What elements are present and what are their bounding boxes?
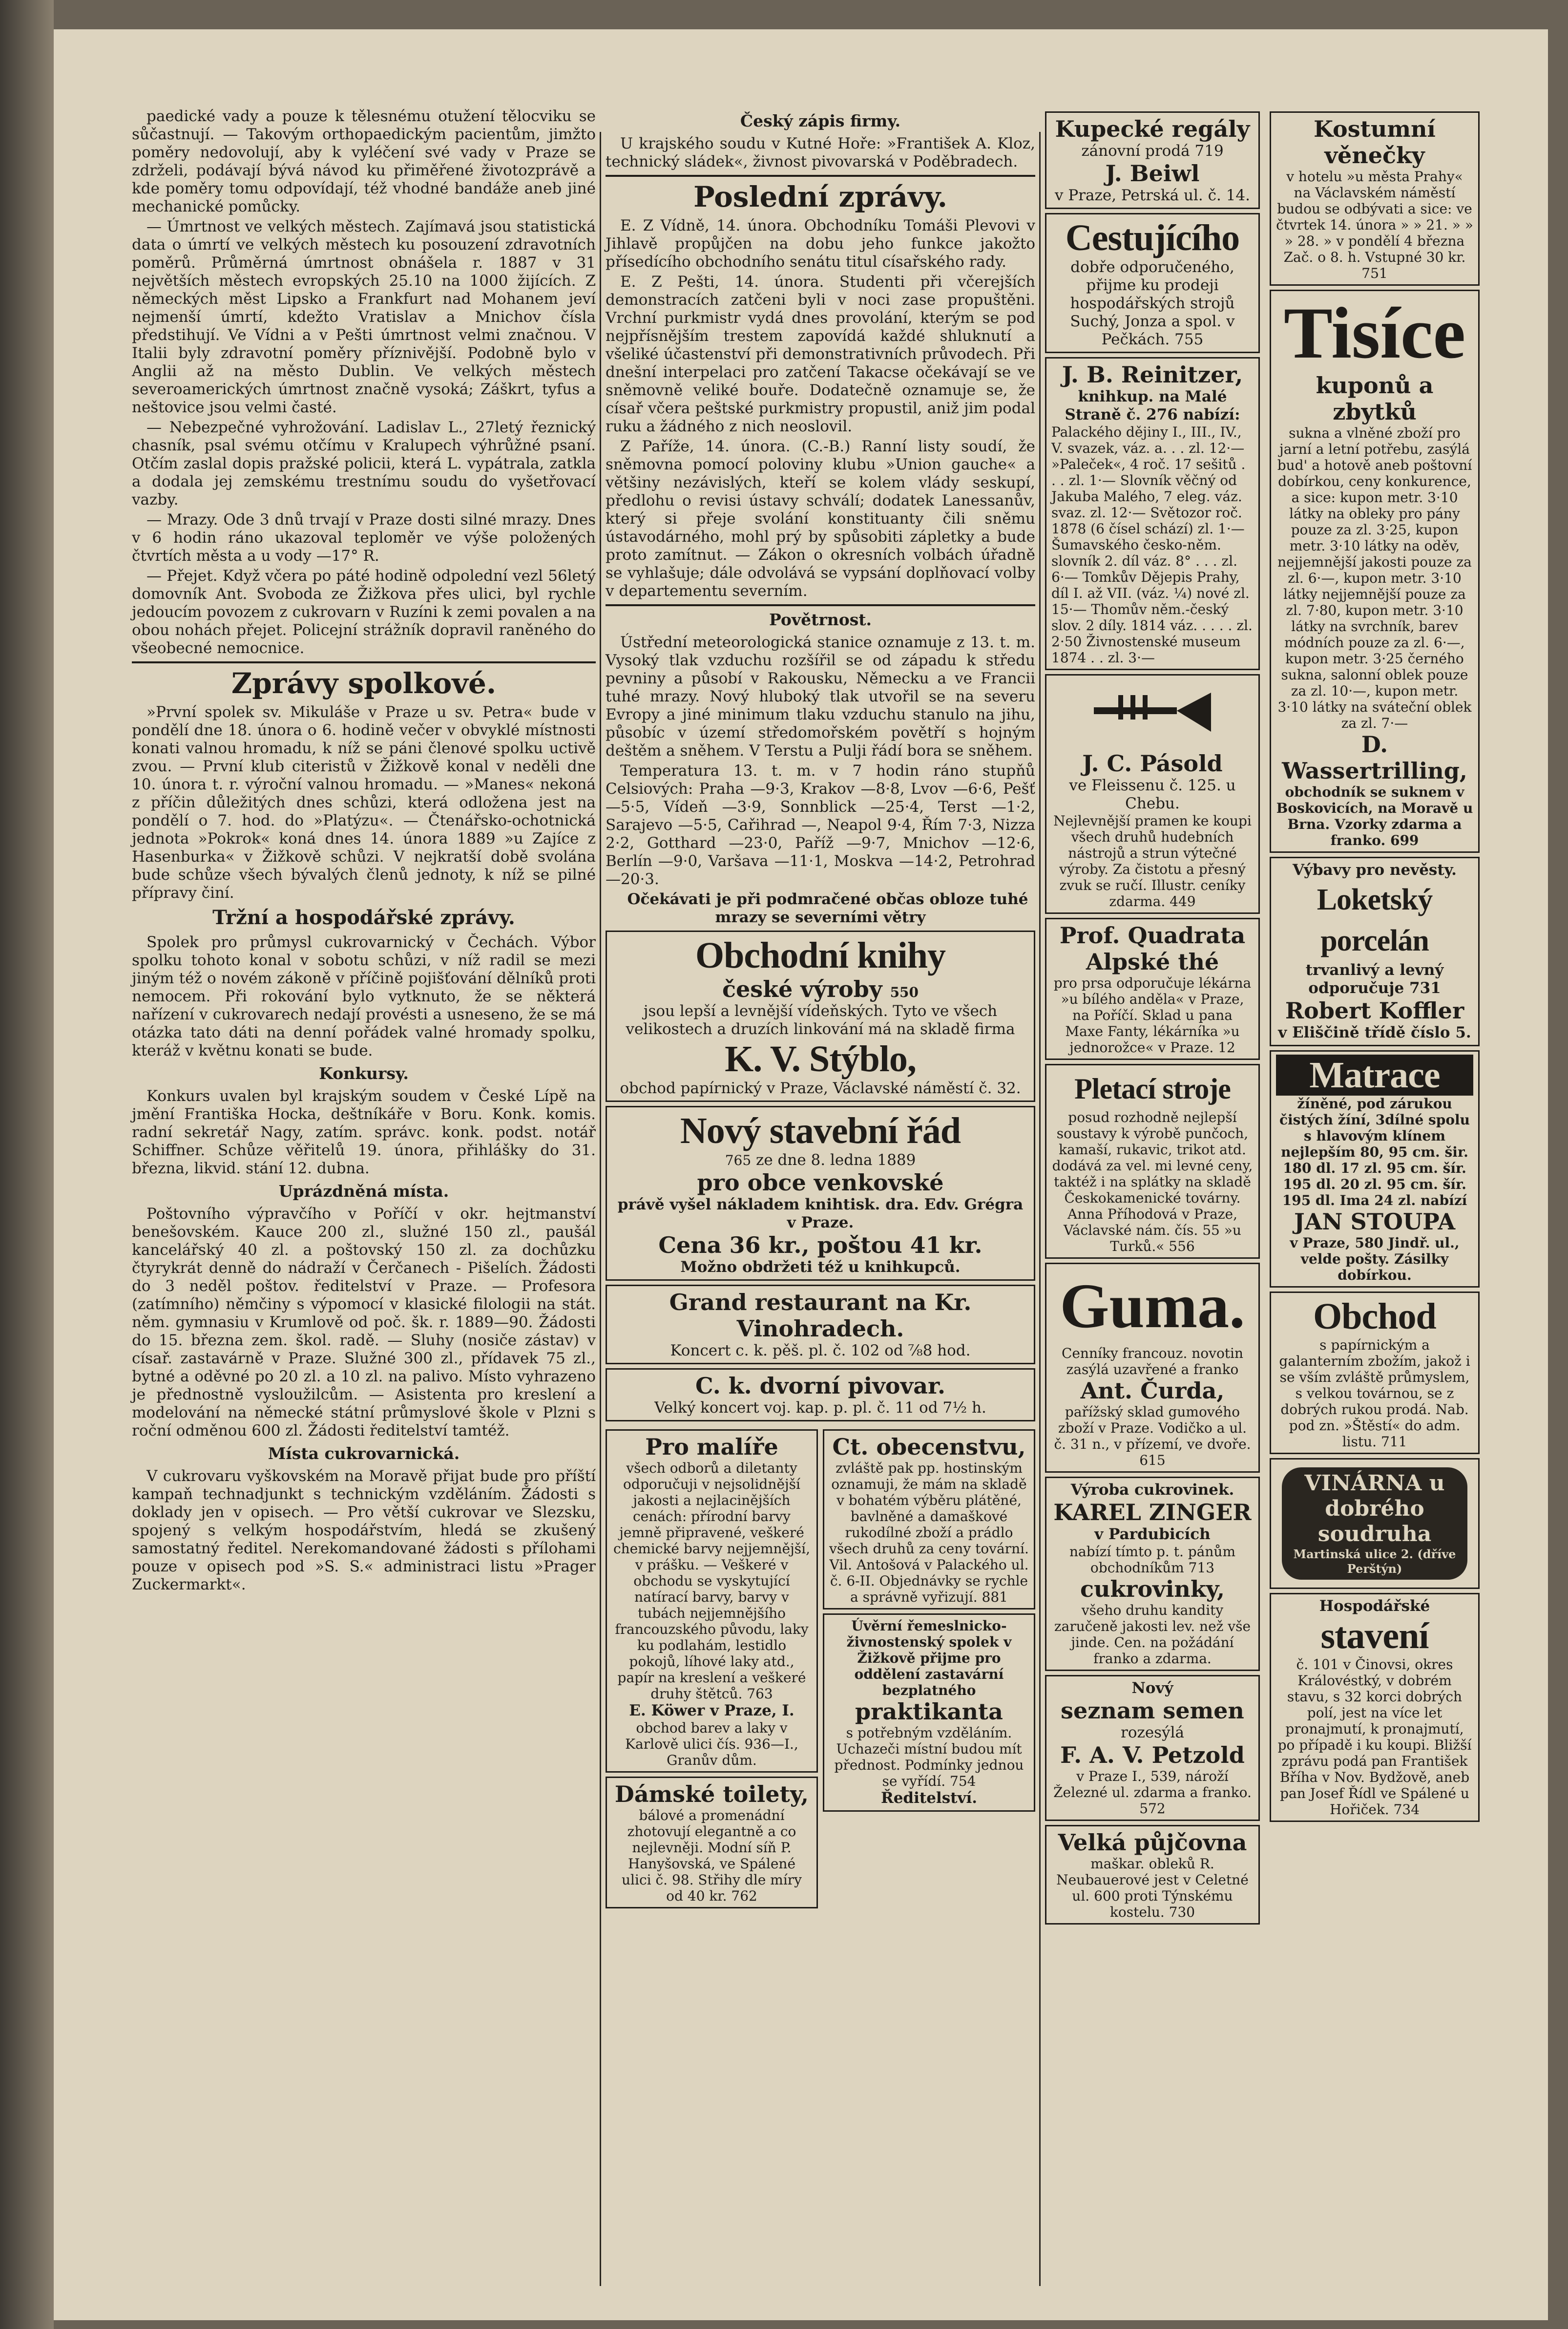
section-title-zpravy: Zprávy spolkové. [231, 667, 497, 700]
ad-title: Nový stavební řád [680, 1110, 961, 1151]
ad-stavebni-rad [606, 1106, 1035, 1281]
ad-dvorni-pivovar: C. k. dvorní pivovar. Velký koncert voj. kap. p. pl. č. 11 od 7½ h. [606, 1368, 1035, 1421]
ad-cestujiciho: Cestujícího dobře odporučeného, přijme ku prodeji hospodářských strojů Suchý, Jonza a spol. v Pečkách. 755 [1045, 213, 1260, 353]
trumpet-icon [1089, 685, 1216, 739]
section-title-cukrovarnicka: Místa cukrovarnická. [268, 1444, 460, 1463]
ad-firm: K. V. Stýblo, [725, 1038, 916, 1080]
article-nebezpecne: — Nebezpečné vyhrožování. Ladislav L., 27letý řeznický chasník, psal svému otčímu v Kralupech výhrůžné psaní. Otčím zaslal dopis pražské policii, která L. vypátrala, zatkla a dodala jej zemskému trestnímu soudu do vyšetřovací vazby. [132, 419, 596, 508]
article-pest: E. Z Pešti, 14. února. Studenti při včerejších demonstracích zatčeni byli v noci zase propuštěni. Vrchní purkmistr vydá dnes provolání, kterým se pod nejpřísnějším trestem zapovídá každé shluknutí a všeliké účastenství při demonstrativních průvodech. Při dnešní interpelaci pro zatčení Takacse očekávají se ve sněmovně veliké bouře. Dodatečně oznamuje se, že císař včera peštské purkmistry propustil, aniž jim podal ruku a žádného z nich neoslovil. [606, 273, 1035, 435]
ad-text: právě vyšel nákladem knihtisk. dra. Edv. Grégra v Praze. [617, 1196, 1024, 1231]
section-title-uprazdnena: Uprázdněná místa. [278, 1182, 449, 1201]
ad-quadrata: Prof. Quadrata Alpské thé pro prsa odporučuje lékárna »u bílého anděla« v Praze, na Poříčí. Sklad u pana Maxe Fanty, lékárníka »u jednorožce« v Praze. 12 [1045, 918, 1260, 1060]
article-povetrnost: Ústřední meteorologická stanice oznamuje z 13. t. m. Vysoký tlak vzduchu rozšířil se od západu k středu pevniny a působí v Rakousku, Německu a ve Francii tuhé mrazy. Nový hluboký tlak utvořil se na severu Evropy a jiné minimum tlaku vzduchu stanulo na jihu, působíc v území středomořském povětří s hojným deštěm a sněhem. V Terstu a Pulji řádí bora se sněhem. [606, 634, 1035, 760]
middle-column [606, 107, 1035, 1912]
left-column [132, 107, 596, 1596]
article-cukrovarnicka: V cukrovaru vyškovském na Moravě přijat bude pro příští kampaň technadjunkt s technickým vzděláním. Žádosti s doklady jen v opisech. — Pro větší cukrovar ve Slezsku, spojený s velkým hospodářstvím, hledá se zkušený samostatný ředitel. Nerekomandované žádosti s přílohami pouze v opisech pod »S. S.« administraci listu »Prager Zuckermarkt«. [132, 1467, 596, 1593]
ad-pujcovna: Velká půjčovna maškar. obleků R. Neubauerové jest v Celetné ul. 600 proti Týnskému kostelu. 730 [1045, 1825, 1260, 1925]
ad-guma: Guma. Cenníky francouz. novotin zasýlá uzavřené a franko Ant. Čurda, pařížský sklad gumového zboží v Praze. Vodičko a ul. č. 31 n., v přízemí, ve dvoře. 615 [1045, 1263, 1260, 1473]
ad-kostumni-venecky: Kostumní věnečky v hotelu »u města Prahy« na Václavském náměstí budou se odbývati a sice: ve čtvrtek 14. února » » 21. » » » 28. » v pondělí 4 března Zač. o 8. h. Vstupné 30 kr. 751 [1270, 111, 1480, 286]
ad-reinitzer: J. B. Reinitzer, knihkup. na Malé Straně č. 276 nabízí: Palackého dějiny I., III., IV., V. svazek, váz. a. . . zl. 12·— »Paleček«, 4 roč. 17 sešitů . . . zl. 1·— Slovník věčný od Jakuba Malého, 7 eleg. váz. svaz. zl. 12·— Světozor roč. 1878 (6 čísel schází) zl. 1·— Šumavského česko-něm. slovník 2. díl váz. 8° . . . zl. 6·— Tomkův Dějepis Prahy, díl I. až VII. (váz. ¼) nové zl. 15·— Thomův něm.-český slov. 2 díly. 1814 váz. . . . . zl. 2·50 Živnostenské museum 1874 . . zl. 3·— [1045, 357, 1260, 670]
ads-column-1 [1045, 107, 1260, 1928]
ad-grand-restaurant: Grand restaurant na Kr. Vinohradech. Koncert c. k. pěš. pl. č. 102 od ⅞8 hod. [606, 1285, 1035, 1364]
article-zpravy: »První spolek sv. Mikuláše v Praze u sv. Petra« bude v pondělí dne 18. února o 6. hodině večer v obvyklé místnosti konati valnou hromadu, k níž se páni členové spolku uctivě zvou. — První klub citeristů v Žižkově konal v neděli dne 10. února t. r. výroční valnou hromadu. — »Manes« nekoná z příčin důležitých dnes schůzi, která odložena jest na pondělí o 7. hod. do »Platýzu«. — Čtenářsko-ochotnická jednota »Pokrok« koná dnes 14. února 1889 »u Zajíce z Hasenburka« v Žižkově schůzi. V nejkratší době svolána bude schůze všech bývalých členů jednoty, k níž se pilné přípravy činí. [132, 703, 596, 902]
ad-obecenstvu: Ct. obecenstvu, zvláště pak pp. hostinským oznamuji, že mám na skladě v bohatém výběru plátěné, bavlněné a damaškové rukodílné zboží a prádlo všech druhů za ceny tovární. Vil. Antošová v Palackého ul. č. 6-II. Objednávky se rychle a správně vyřizují. 881 [823, 1429, 1035, 1609]
newspaper-page [54, 29, 1548, 2320]
ad-praktikanta: Úvěrní řemeslnicko-živnostenský spolek v Žižkově přijme pro oddělení zastavární bezplatného praktikanta s potřebným vzděláním. Uchazeči místní budou mít přednost. Podmínky jednou se vyřídí. 754 Ředitelství. [823, 1613, 1035, 1812]
section-title-povetrnost: Povětrnost. [769, 610, 872, 629]
ad-text: jsou lepší a levnější vídeňských. Tyto ve všech velikostech a druzích linkování má na skladě firma [626, 1002, 1015, 1038]
ad-row [606, 1425, 1035, 1912]
ad-seznam-semen: Nový seznam semen rozesýlá F. A. V. Petzold v Praze I., 539, nároží Železné ul. zdarma a franko. 572 [1045, 1675, 1260, 1821]
article-firmy: U krajského soudu v Kutné Hoře: »František A. Kloz, technický sládek«, živnost pivovarská v Poděbradech. [606, 135, 1035, 170]
ad-obchodni-knihy [606, 931, 1035, 1102]
ad-note: Možno obdržeti též u knihkupců. [680, 1258, 961, 1276]
ad-address: obchod papírnický v Praze, Václavské náměstí č. 32. [620, 1080, 1021, 1097]
article-trzni: Spolek pro průmysl cukrovarnický v Čechách. Výbor spolku tohoto konal v sobotu schůzi, v níž radil se mezi jiným též o novém zákoně v příčině pojišťování dělníků proti nemocem. Při rokování bylo vytknuto, že se některá nařízení v cukrovarech nedají provésti a usneseno, že se má otázka tato dáti na denní pořádek valné hromady spolku, kteráž v květnu konati se bude. [132, 933, 596, 1059]
article-prejet: — Přejet. Když včera po páté hodině odpolední vezl 56letý domovník Ant. Svoboda ze Žižkova přes ulici, byl rychle jedoucím povozem z cukrovarn v Ruzíni k zemi povalen a na obou nohách přejet. Policejní strážník dopravil raněného do všeobecné nemocnice. [132, 567, 596, 657]
ad-obchod: Obchod s papírnickým a galanterním zbožím, jakož i se vším zvláště průmyslem, s velkou továrnou, se z dobrých rukou prodá. Nab. pod zn. »Štěstí« do adm. listu. 711 [1270, 1292, 1480, 1454]
ad-pasold: J. C. Pásold ve Fleissenu č. 125. u Chebu. Nejlevnější pramen ke koupi všech druhů hudebních nástrojů a strun výtečné výroby. Za čistotu a přesný zvuk se ručí. Illustr. ceníky zdarma. 449 [1045, 674, 1260, 914]
ad-vinarna [1270, 1458, 1480, 1589]
ad-matrace: Matrace žíněné, pod zárukou čistých žíní, 3dílné spolu s hlavovým klínem nejlepším 80, 95 cm. šir. 180 dl. 17 zl. 95 cm. šír. 195 dl. 20 zl. 95 cm. šír. 195 dl. Ima 24 zl. nabízí JAN STOUPA v Praze, 580 Jindř. ul., velde pošty. Zásilky dobírkou. [1270, 1050, 1480, 1288]
section-title-trzni: Tržní a hospodářské zprávy. [212, 906, 515, 929]
ad-subtitle: české výroby 550 [722, 976, 919, 1002]
ad-tisice-kuponu: Tisíce kuponů a zbytků sukna a vlněné zboží pro jarní a letní potřebu, zasýlá bud' a hotově aneb poštovní dobírkou, ceny konkurence, a sice: kupon metr. 3·10 látky na obleky pro pány pouze za zl. 3·25, kupon metr. 3·10 látky na oděv, nejjemnější jakosti pouze za zl. 6·—, kupon metr. 3·10 látky nejjemnější pouze za zl. 7·80, kupon metr. 3·10 látky na svrchník, barev módních pouze za zl. 6·—, kupon metr. 3·25 černého sukna, salonní oblek pouze za zl. 10·—, kupon metr. 3·10 látky na sváteční oblek za zl. 7·— D. Wassertrilling, obchodník se suknem v Boskovicích, na Moravě u Brna. Vzorky zdarma a franko. 699 [1270, 290, 1480, 853]
ad-subtitle: pro obce venkovské [697, 1169, 944, 1196]
article-viden: E. Z Vídně, 14. února. Obchodníku Tomáši Plevovi v Jihlavě propůjčen na dobu jeho funkce jakožto přísedícího obchodního senátu titul císařského rady. [606, 217, 1035, 271]
article-intro: paedické vady a pouze k tělesnému otužení tělocviku se sůčastnují. — Takovým orthopaedickým pacientům, jimžto poměry nedovolují, aby k vyléčení své vady v Praze se zdrželi, podávají bývá návod ku přiměřené životozprávě a kde poměry tomu odpovídají, též vhodné bandáže aneb jiné mechanické pomůcky. [132, 107, 596, 215]
section-title-firmy: Český zápis firmy. [740, 111, 901, 130]
book-spine [0, 0, 54, 2329]
ad-pro-malire: Pro malíře všech odborů a diletanty odporučuji v nejsolidnější jakosti a nejlacinějších cenách: přírodní barvy jemně připravené, veškeré chemické barvy nejjemnější, v prášku. — Veškeré v obchodu se vyskytující natírací barvy, barvy v tubách nejjemnějšího francouzského původu, laky ku podlahám, lestidlo pokojů, líhové laky atd., papír na kreslení a veškeré druhy štětců. 763 E. Köwer v Praze, I. obchod barev a laky v Karlově ulici čís. 936—I., Granův dům. [606, 1429, 818, 1773]
ad-loketsky-porcelan: Výbavy pro nevěsty. Loketský porcelán trvanlivý a levný odporučuje 731 Robert Koffler v Eliščině třídě číslo 5. [1270, 857, 1480, 1046]
article-mrazy: — Mrazy. Ode 3 dnů trvají v Praze dosti silné mrazy. Dnes v 6 hodin ráno ukazoval teploměr ve výše položených čtvrtích města a u vody —17° R. [132, 511, 596, 565]
ad-price: Cena 36 kr., poštou 41 kr. [658, 1232, 983, 1258]
ad-pletaci-stroje: Pletací stroje posud rozhodně nejlepší soustavy k výrobě punčoch, kamaší, rukavic, trikot atd. dodává za vel. mi levné ceny, taktéž i na splátky na skladě Českokamenické továrny. Anna Příhodová v Praze, Václavské nám. čís. 55 »u Turků.« 556 [1045, 1064, 1260, 1259]
ad-hospodarske-staveni: Hospodářské stavení č. 101 v Činovsi, okres Královéstký, v dobrém stavu, s 32 korci dobrých polí, jest na více let pronajmutí, k pronajmutí, po případě i ku koupi. Bližší zprávu podá pan František Bříha v Nov. Bydžově, aneb pan Josef Řídl ve Spálené u Hořiček. 734 [1270, 1593, 1480, 1822]
ad-date: 765 ze dne 8. ledna 1889 [725, 1151, 916, 1169]
article-pariz: Z Paříže, 14. února. (C.-B.) Ranní listy soudí, že sněmovna pomocí poloviny klubu »Union gauche« a většiny nezávislých, kteří se kolem vlády seskupí, předlohu o revisi ústavy schválí; dodatek Lanessanův, který si přeje svolání konstituanty čili sněmu ústavodárného, mohl prý by spůsobiti zápletky a bude proto zamítnut. — Zákon o okresních volbách úřadně se vyhlašuje; dále odvolává se vypsání doplňovací volby v departementu severním. [606, 438, 1035, 600]
article-ocekavati: Očekávati je při podmračené občas obloze tuhé mrazy se severními větry [627, 890, 1028, 926]
ad-title: Obchodní knihy [695, 935, 945, 976]
section-title-konkursy: Konkursy. [319, 1064, 409, 1083]
article-konkursy: Konkurs uvalen byl krajským soudem v České Lípě na jmění Františka Hocka, deštníkáře v Boru. Konk. komis. radní sekretář Nagy, zatím. správc. konk. podst. notář Schiffner. Schůze věřitelů 19. února, přihlášky do 31. března, likvid. stání 12. dubna. [132, 1087, 596, 1177]
ad-damske-toilety: Dámské toilety, bálové a promenádní zhotovují elegantně a co nejlevněji. Modní síň P. Hanyšovská, ve Spálené ulici č. 98. Střihy dle míry od 40 kr. 762 [606, 1777, 818, 1908]
article-teploty: Temperatura 13. t. m. v 7 hodin ráno stupňů Celsiových: Praha —9·3, Krakov —8·8, Lvov —6·6, Pešť —5·5, Vídeň —3·9, Sonnblick —25·4, Terst —1·2, Sarajevo —5·5, Cařihrad —, Neapol 9·4, Řím 7·3, Nizza 2·2, Gotthard —23·0, Paříž —9·7, Mnichov —12·6, Berlín —9·0, Varšava —11·1, Moskva —14·2, Petrohrad —20·3. [606, 762, 1035, 888]
article-uprazdnena: Poštovního výpravčího v Poříčí v okr. hejtmanství benešovském. Kauce 200 zl., služné 150 zl., paušál kancelářský 40 zl. a poštovský 150 zl. za dochůzku čtyrykrát denně do nádraží v Čerčanech - Pišelích. Žádosti do 3 neděl poštov. ředitelství v Praze. — Profesora (zatímního) němčiny s výpomocí v klasické filologii na stát. něm. gymnasiu v Krumlově od poč. šk. r. 1889—90. Žádosti do 15. března zem. škol. radě. — Sluhy (nosiče zástav) v císař. zastavárně v Praze. Služné 300 zl., přídavek 75 zl., bytné a oděvné po 20 zl. a 10 zl. na palivo. Místo vyhrazeno je přednostně vysloužilcům. — Asistenta pro kreslení a modelování na německé státní průmyslové škole v Plzni s roční odměnou 600 zl. Žádosti ředitelství tamtéž. [132, 1205, 596, 1440]
ad-kupecke-regaly: Kupecké regály zánovní prodá 719 J. Beiwl v Praze, Petrská ul. č. 14. [1045, 111, 1260, 209]
article-umrtnost: — Úmrtnost ve velkých městech. Zajímavá jsou statistická data o úmrtí ve velkých městech ku posouzení zdravotních poměrů. Průměrná úmrtnost obnášela r. 1887 v 31 největších městech evropských 25.10 na 1000 žijících. Z německých měst Lipsko a Frankfurt nad Mohanem jeví nejmenší úmrtí, kdežto Vratislav a Mnichov čísla předstihují. Ve Vídni a v Pešti úmrtnost velmi značnou. V Italii byly zdravotní poměry příznivější. Podobně bylo v Anglii až na město Dublin. Ve velkých městech severoamerických úmrtnost značně vysoká; Záškrt, tyfus a neštovice jsou velmi časté. [132, 218, 596, 416]
vinarna-logo: VINÁRNA u dobrého soudruha Martinská ulice 2. (dříve Perštýn) [1282, 1467, 1467, 1580]
ad-zinger: Výroba cukrovinek. KAREL ZINGER v Pardubicích nabízí tímto p. t. pánům obchodníkům 713 cukrovinky, všeho druhu kandity zaručeně jakosti lev. než vše jinde. Cen. na požádání franko a zdarma. [1045, 1477, 1260, 1671]
section-title-posledni: Poslední zprávy. [693, 180, 947, 213]
ads-column-2 [1270, 107, 1480, 1826]
